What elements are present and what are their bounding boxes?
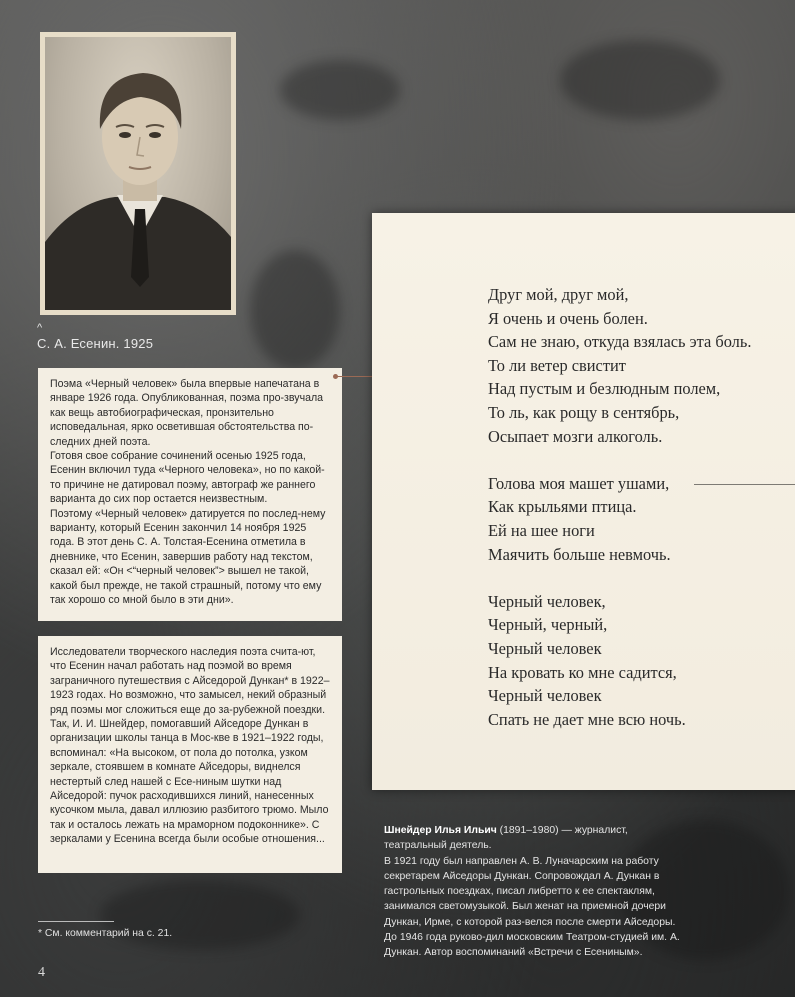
page-number: 4 (38, 965, 45, 980)
paragraph: Исследователи творческого наследия поэта счита-ют, что Есенин начал работать над поэмой во время заграничного путешествия с Айседорой Дункан* в 1922–1923 годах. Но возможно, что замысел, некий образный ряд поэмы мог сложиться еще до за-рубежной поездки. Так, И. И. Шнейдер, помогавший Айседоре Дункан в организации школы танца в Мос-кве в 1921–1922 годы, вспоминал: «На высоком, от пола до потолка, узком зеркале, стоявшем в комнате Айседоры, виднелся нестертый след нашей с Есе-ниным шутки над Айседорой: пучок расходившихся линий, нанесенных кусочком мыла, давал иллюзию разбитого трюмо. Мыло так и осталось лежать на мраморном подоконнике». С зеркалами у Есенина всегда были особые отношения... (50, 646, 330, 846)
poem-line: То ли ветер свистит (488, 355, 626, 375)
poem-line: Ей на шее ноги (488, 520, 595, 540)
bio-title: (1891–1980) — журналист, театральный деятель. (384, 825, 628, 852)
background-stain (560, 40, 720, 120)
poem-line: Голова моя машет ушами, (488, 473, 670, 493)
bio-name: Шнейдер Илья Ильич (384, 825, 497, 836)
poem-line: То ль, как рощу в сентябрь, (488, 402, 680, 422)
poem-line: Спать не дает мне всю ночь. (488, 709, 686, 729)
bio-heading (384, 823, 684, 854)
poem-line: Маячить больше невмочь. (488, 544, 671, 564)
poem-line: Черный, черный, (488, 615, 608, 635)
poem-line: Сам не знаю, откуда взялась эта боль. (488, 332, 752, 352)
paragraph: Поэтому «Черный человек» датируется по послед-нему варианту, который Есенин закончил 14 ноября 1925 года. В этот день С. А. Толстая-Есенина отметила в дневнике, что Есенин, завершив работу над текстом, сказал ей: «Он <“черный человек”> вышел не такой, какой был прежде, не такой страшный, потому что ему так хорошо со мной было в эти дни». (50, 507, 326, 607)
footnote: * См. комментарий на с. 21. (38, 928, 173, 939)
background-stain (280, 60, 400, 120)
poem-line: Осыпает мозги алкоголь. (488, 426, 663, 446)
bio-text: В 1921 году был направлен А. В. Луначарским на работу секретарем Айседоры Дункан. Сопровождал А. Дункан в гастрольных поездках, писал либретто к ее спектаклям, занимался светомузыкой. Был женат на приемной дочери Дункан, Ирме, с которой раз-велся после смерти Айседоры. До 1946 года руково-дил московским Театром-студией им. А. Дункан. Автор воспоминаний «Встречи с Есениным». (384, 855, 680, 959)
poem-card (372, 213, 795, 790)
poem-line: Черный человек (488, 638, 602, 658)
poem-stanza-2 (488, 472, 795, 566)
bio-note (384, 823, 684, 961)
poem-line: Как крыльями птица. (488, 497, 637, 517)
background-stain (250, 250, 340, 370)
portrait-illustration (45, 37, 231, 310)
background-stain (100, 880, 300, 950)
caption-caret: ^ (37, 322, 43, 334)
info-box-publication (38, 368, 342, 621)
poem-stanza-1 (488, 283, 795, 448)
paragraph: Готовя свое собрание сочинений осенью 1925 года, Есенин включил туда «Черного человека», но по какой-то причине не датировал поэму, автограф же раннего варианта до сих пор остается неизвестным. (50, 450, 325, 506)
poem-line: Черный человек (488, 686, 602, 706)
photo-caption: С. А. Есенин. 1925 (37, 336, 154, 351)
info-box-research (38, 636, 342, 873)
poem-line: Над пустым и безлюдным полем, (488, 379, 721, 399)
poem-stanza-3 (488, 590, 795, 732)
poem-line: Черный человек, (488, 591, 606, 611)
footnote-divider (38, 921, 114, 922)
poem-line: На кровать ко мне садится, (488, 662, 677, 682)
poem-leader-line (694, 484, 795, 485)
paragraph: Поэма «Черный человек» была впервые напечатана в январе 1926 года. Опубликованная, поэма про-звучала как вещь автобиографическая, пронзительно исповедальная, ярко осветившая обстоятельства по-следних дней поэта. (50, 378, 324, 448)
poem-line: Друг мой, друг мой, (488, 285, 629, 304)
poem-line: Я очень и очень болен. (488, 308, 648, 328)
portrait-photo (40, 32, 236, 315)
